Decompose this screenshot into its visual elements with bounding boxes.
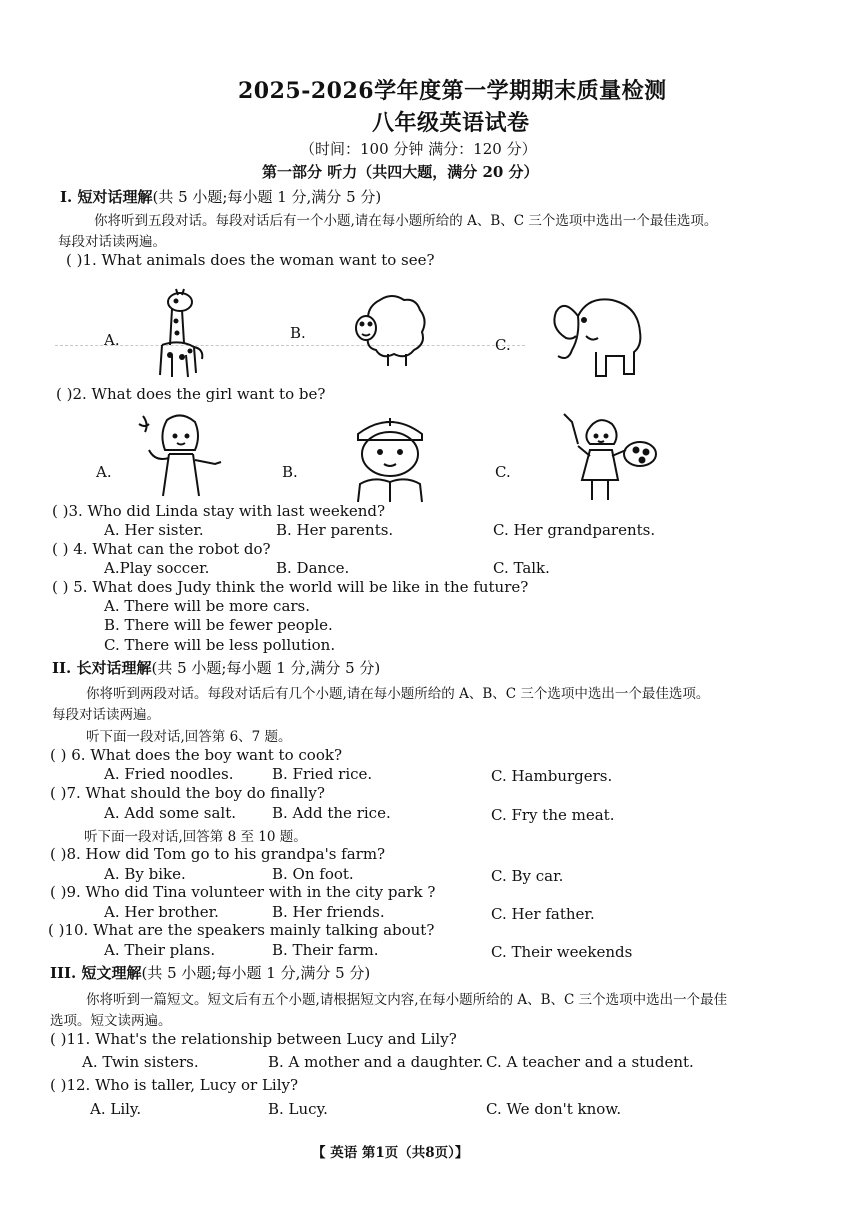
- singer-girl-icon: [135, 410, 225, 500]
- q7-option-a: A. Add some salt.: [104, 804, 237, 822]
- q8-option-c: C. By car.: [491, 867, 564, 885]
- q9-option-c: C. Her father.: [491, 905, 595, 923]
- q1-label-a: A.: [104, 331, 120, 349]
- section2-title: II. 长对话理解: [52, 659, 152, 677]
- question-3: ( )3. Who did Linda stay with last weekend?: [52, 502, 386, 520]
- q3-option-c: C. Her grandparents.: [493, 521, 656, 539]
- elephant-icon: [548, 286, 648, 382]
- q1-label-c: C.: [495, 336, 511, 354]
- section1-instruction: 你将听到五段对话。每段对话后有一个小题,请在每小题所给的 A、B、C 三个选项中选出一个最佳选项。: [94, 213, 718, 229]
- q10-option-b: B. Their farm.: [272, 941, 379, 959]
- question-10: ( )10. What are the speakers mainly talking about?: [48, 921, 435, 939]
- section1-heading: [60, 186, 381, 207]
- section3-note: (共 5 小题;每小题 1 分,满分 5 分): [141, 964, 371, 982]
- question-4: ( ) 4. What can the robot do?: [52, 540, 271, 558]
- q4-option-a: A.Play soccer.: [104, 559, 210, 577]
- section2-instruction-2: 每段对话读两遍。: [52, 707, 160, 723]
- question-6: ( ) 6. What does the boy want to cook?: [50, 746, 342, 764]
- section3-title: III. 短文理解: [50, 964, 142, 982]
- sheep-icon: [350, 290, 430, 370]
- q8-option-b: B. On foot.: [272, 865, 354, 883]
- question-7: ( )7. What should the boy do finally?: [50, 784, 325, 802]
- q3-option-a: A. Her sister.: [104, 521, 204, 539]
- question-8: ( )8. How did Tom go to his grandpa's farm?: [50, 845, 386, 863]
- q11-option-a: A. Twin sisters.: [82, 1053, 199, 1071]
- q6-option-c: C. Hamburgers.: [491, 767, 613, 785]
- q5-option-c: C. There will be less pollution.: [104, 636, 336, 654]
- section2-instruction: 你将听到两段对话。每段对话后有几个小题,请在每小题所给的 A、B、C 三个选项中选出一个最佳选项。: [86, 686, 710, 702]
- q1-label-b: B.: [290, 324, 306, 342]
- section2-subheading-1: 听下面一段对话,回答第 6、7 题。: [86, 729, 292, 745]
- question-5: ( ) 5. What does Judy think the world will be like in the future?: [52, 578, 529, 596]
- q10-option-c: C. Their weekends: [491, 943, 633, 961]
- question-9: ( )9. Who did Tina volunteer with in the city park ?: [50, 883, 436, 901]
- q9-option-b: B. Her friends.: [272, 903, 385, 921]
- time-score-line: （时间：100 分钟 满分：120 分）: [300, 140, 537, 158]
- q6-option-a: A. Fried noodles.: [104, 765, 234, 783]
- q7-option-c: C. Fry the meat.: [491, 806, 615, 824]
- exam-title: 2025-2026学年度第一学期期末质量检测: [238, 78, 667, 104]
- q2-label-c: C.: [495, 463, 511, 481]
- section2-heading: [52, 657, 380, 678]
- page-footer: 【 英语 第1页（共8页）】: [312, 1145, 469, 1161]
- question-11: ( )11. What's the relationship between Lucy and Lily?: [50, 1030, 457, 1048]
- section1-instruction-2: 每段对话读两遍。: [58, 234, 166, 250]
- q5-option-a: A. There will be more cars.: [104, 597, 311, 615]
- q10-option-a: A. Their plans.: [104, 941, 216, 959]
- section1-title: I. 短对话理解: [60, 188, 153, 206]
- q6-option-b: B. Fried rice.: [272, 765, 373, 783]
- part-heading: 第一部分 听力（共四大题，满分 20 分）: [262, 163, 539, 181]
- painter-girl-icon: [560, 410, 660, 502]
- question-1: ( )1. What animals does the woman want to see?: [66, 251, 435, 269]
- divider-line: [55, 345, 525, 346]
- q11-option-b: B. A mother and a daughter.: [268, 1053, 484, 1071]
- q2-label-a: A.: [96, 463, 112, 481]
- question-12: ( )12. Who is taller, Lucy or Lily?: [50, 1076, 299, 1094]
- q7-option-b: B. Add the rice.: [272, 804, 391, 822]
- section1-note: (共 5 小题;每小题 1 分,满分 5 分): [152, 188, 382, 206]
- section2-note: (共 5 小题;每小题 1 分,满分 5 分): [151, 659, 381, 677]
- q12-option-c: C. We don't know.: [486, 1100, 622, 1118]
- section3-heading: [50, 962, 370, 983]
- section3-instruction: 你将听到一篇短文。短文后有五个小题,请根据短文内容,在每小题所给的 A、B、C 三个选项中选出一个最佳: [86, 992, 728, 1008]
- q4-option-b: B. Dance.: [276, 559, 350, 577]
- section2-subheading-2: 听下面一段对话,回答第 8 至 10 题。: [84, 829, 307, 845]
- question-2: ( )2. What does the girl want to be?: [56, 385, 326, 403]
- q4-option-c: C. Talk.: [493, 559, 550, 577]
- q5-option-b: B. There will be fewer people.: [104, 616, 333, 634]
- q9-option-a: A. Her brother.: [104, 903, 219, 921]
- q8-option-a: A. By bike.: [104, 865, 186, 883]
- q3-option-b: B. Her parents.: [276, 521, 394, 539]
- giraffe-icon: [150, 285, 210, 385]
- q12-option-a: A. Lily.: [90, 1100, 142, 1118]
- section3-instruction-2: 选项。短文读两遍。: [50, 1013, 172, 1029]
- q2-label-b: B.: [282, 463, 298, 481]
- exam-subtitle: 八年级英语试卷: [372, 110, 530, 136]
- q11-option-c: C. A teacher and a student.: [486, 1053, 694, 1071]
- q12-option-b: B. Lucy.: [268, 1100, 328, 1118]
- doctor-boy-icon: [340, 410, 440, 502]
